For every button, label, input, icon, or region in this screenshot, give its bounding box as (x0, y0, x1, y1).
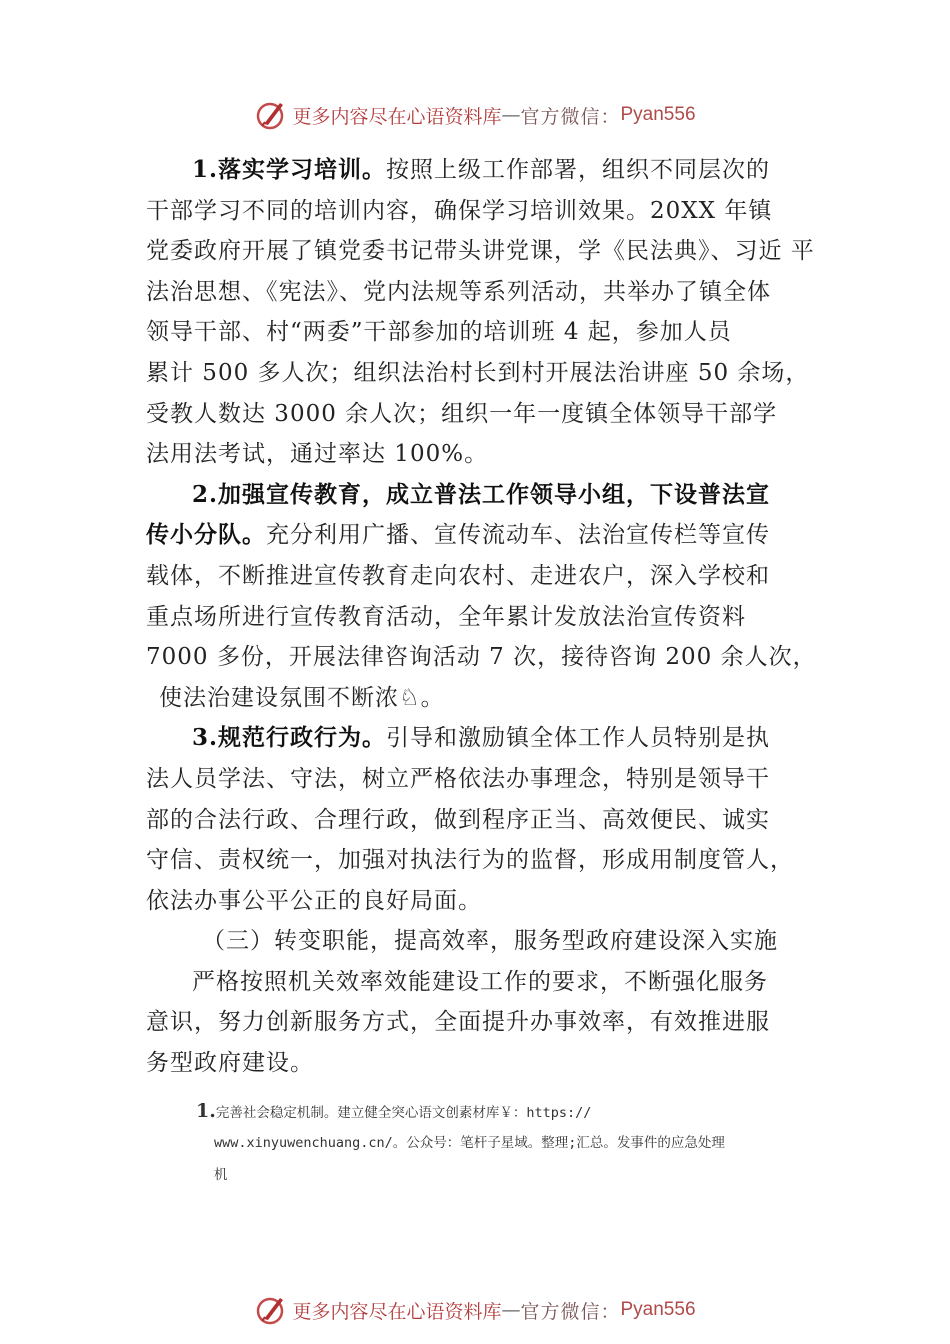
paragraph-1-line: 累计 500 多人次；组织法治村长到村开展法治讲座 50 余场， (146, 359, 810, 386)
paragraph-1-line: 受教人数达 3000 余人次；组织一年一度镇全体领导干部学 (146, 400, 778, 427)
paragraph-1-line: 法用法考试，通过率达 100%。 (146, 441, 489, 468)
paragraph-1-line: 干部学习不同的培训内容，确保学习培训效果。20XX 年镇 (146, 197, 773, 224)
paragraph-3-line: 3.规范行政行为。引导和激励镇全体工作人员特别是执 (192, 724, 771, 752)
footnote-line: 机 (214, 1167, 228, 1183)
footnote (196, 1095, 856, 1191)
quill-logo-icon (254, 1293, 288, 1327)
paragraph-1-line: 党委政府开展了镇党委书记带头讲党课，学《民法典》、习近 平 (146, 238, 815, 265)
paragraph-2-line: 重点场所进行宣传教育活动，全年累计发放法治宣传资料 (146, 603, 746, 630)
heading-1: 1.落实学习培训。 (192, 156, 387, 183)
banner-main-text: 更多内容尽在心语资料库 (292, 105, 502, 128)
heading-2: 2.加强宣传教育，成立普法工作领导小组，下设普法宣 (192, 480, 771, 508)
footnote-line: 1.完善社会稳定机制。建立健全突心语文创素材库￥：https:// (196, 1100, 592, 1122)
paragraph-2-line: 传小分队。充分利用广播、宣传流动车、法治宣传栏等宣传 (146, 521, 770, 549)
footer-banner (0, 1290, 950, 1330)
paragraph-2-line: 使法治建设氛围不断浓♘。 (159, 684, 445, 711)
paragraph-3-line: 依法办事公平公正的良好局面。 (146, 887, 482, 914)
heading-2-cont: 传小分队。 (146, 521, 266, 549)
quill-logo-icon (254, 98, 288, 132)
paragraph-1-line: 法治思想、《宪法》、党内法规等系列活动，共举办了镇全体 (146, 278, 771, 305)
paragraph-2-line: 7000 多份，开展法律咨询活动 7 次，接待咨询 200 余人次， (146, 644, 817, 671)
paragraph-4-line: 务型政府建设。 (146, 1050, 314, 1077)
paragraph-2-line: 载体，不断推进宣传教育走向农村、走进农户，深入学校和 (146, 562, 770, 589)
banner-account: Pyan556 (620, 1299, 696, 1320)
banner-wechat-label: 官方微信： (520, 1300, 621, 1323)
paragraph-2-line (146, 475, 811, 516)
banner-main-text: 更多内容尽在心语资料库 (292, 1300, 502, 1323)
footnote-line: www.xinyuwenchuang.cn/。公众号：笔杆子星域。整理;汇总。发事件的应急处理 (214, 1135, 725, 1151)
heading-3: 3.规范行政行为。 (192, 724, 387, 752)
footnote-number: 1. (196, 1100, 216, 1122)
header-banner (0, 95, 950, 135)
paragraph-4-line: 意识，努力创新服务方式，全面提升办事效率，有效推进服 (146, 1009, 770, 1036)
banner-separator: — (501, 1299, 521, 1321)
banner-account: Pyan556 (620, 104, 696, 125)
document-body (146, 150, 817, 1084)
banner-wechat-label: 官方微信： (520, 105, 621, 128)
paragraph-3-line: 部的合法行政、合理行政，做到程序正当、高效便民、诚实 (146, 806, 770, 833)
paragraph-1-line: 领导干部、村“两委”干部参加的培训班 4 起，参加人员 (146, 319, 732, 346)
section-heading: （三）转变职能，提高效率，服务型政府建设深入实施 (202, 928, 778, 955)
paragraph-3-line: 守信、责权统一，加强对执法行为的监督，形成用制度管人， (146, 847, 794, 874)
paragraph-3-line: 法人员学法、守法，树立严格依法办事理念，特别是领导干 (146, 765, 770, 792)
banner-separator: — (501, 104, 521, 126)
paragraph-4-line: 严格按照机关效率效能建设工作的要求，不断强化服务 (192, 968, 768, 995)
paragraph-1-line: 1.落实学习培训。按照上级工作部署，组织不同层次的 (192, 156, 771, 183)
